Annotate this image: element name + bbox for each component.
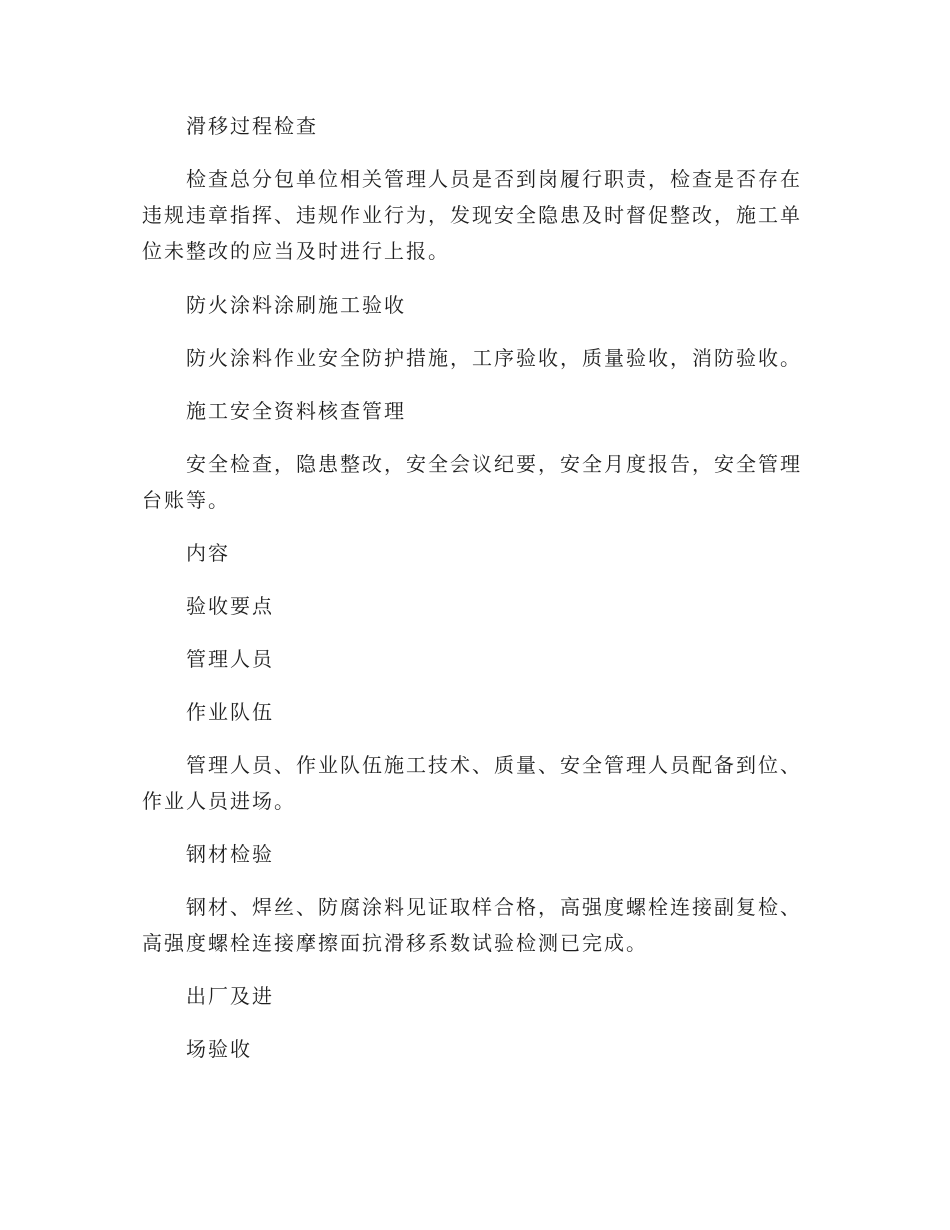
heading-slide-process-check: 滑移过程检查 [186,114,318,138]
paragraph-steel-inspection-items: 钢材、焊丝、防腐涂料见证取样合格，高强度螺栓连接副复检、高强度螺栓连接摩擦面抗滑移系数试验检测已完成。 [142,895,802,955]
label-content: 内容 [186,541,230,565]
heading-fireproof-coating-acceptance: 防火涂料涂刷施工验收 [186,293,406,317]
label-steel-inspection: 钢材检验 [186,842,274,866]
label-acceptance-points: 验收要点 [186,594,274,618]
label-managers: 管理人员 [186,647,274,671]
label-work-team: 作业队伍 [186,700,274,724]
paragraph-fireproof-coating-items: 防火涂料作业安全防护措施，工序验收，质量验收，消防验收。 [186,346,802,370]
paragraph-safety-records-items: 安全检查，隐患整改，安全会议纪要，安全月度报告，安全管理台账等。 [142,452,802,512]
paragraph-inspection-duties: 检查总分包单位相关管理人员是否到岗履行职责，检查是否存在违规违章指挥、违规作业行为，发现安全隐患及时督促整改，施工单位未整改的应当及时进行上报。 [142,167,802,263]
paragraph-staffing-requirements: 管理人员、作业队伍施工技术、质量、安全管理人员配备到位、作业人员进场。 [142,753,802,813]
label-factory-exit-and-entry: 出厂及进 [186,984,274,1008]
label-site-acceptance: 场验收 [186,1037,252,1061]
heading-safety-records-review: 施工安全资料核查管理 [186,399,406,423]
